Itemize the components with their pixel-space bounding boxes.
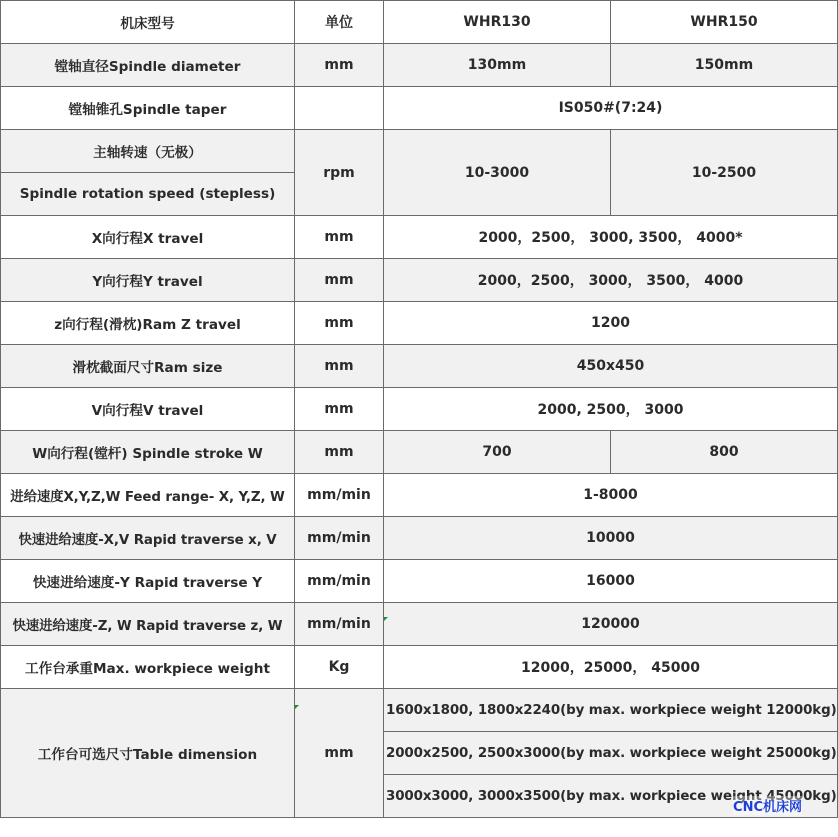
watermark: CNC机床网 [733, 796, 802, 815]
w-travel-whr130: 700 [384, 431, 611, 474]
w-travel-whr150: 800 [611, 431, 838, 474]
x-travel-label: X向行程X travel [1, 216, 295, 259]
spindle-diameter-unit: mm [295, 44, 384, 87]
spindle-speed-label-en: Spindle rotation speed (stepless) [1, 173, 295, 216]
spindle-speed-whr150: 10-2500 [611, 130, 838, 216]
x-travel-value: 2000，2500， 3000, 3500， 4000* [384, 216, 838, 259]
y-travel-value: 2000，2500， 3000， 3500， 4000 [384, 259, 838, 302]
rapid-zw-value: 120000 [384, 603, 838, 646]
x-travel-unit: mm [295, 216, 384, 259]
feed-range-value: 1-8000 [384, 474, 838, 517]
header-model-label: 机床型号 [1, 1, 295, 44]
max-weight-unit: Kg [295, 646, 384, 689]
spindle-diameter-whr130: 130mm [384, 44, 611, 87]
rapid-xv-label: 快速进给速度-X,V Rapid traverse x, V [1, 517, 295, 560]
rapid-y-value: 16000 [384, 560, 838, 603]
v-travel-value: 2000, 2500， 3000 [384, 388, 838, 431]
y-travel-unit: mm [295, 259, 384, 302]
row-max-weight [1, 646, 838, 689]
cell-marker [295, 705, 299, 709]
row-feed-range [1, 474, 838, 517]
row-rapid-xv [1, 517, 838, 560]
row-z-travel [1, 302, 838, 345]
max-weight-label: 工作台承重Max. workpiece weight [1, 646, 295, 689]
spindle-speed-label-cn: 主轴转速（无极） [1, 130, 295, 173]
spindle-taper-unit [295, 87, 384, 130]
rapid-zw-unit: mm/min [295, 603, 384, 646]
cell-marker [384, 617, 388, 621]
feed-range-label: 进给速度X,Y,Z,W Feed range- X, Y,Z, W [1, 474, 295, 517]
ram-size-value: 450x450 [384, 345, 838, 388]
row-x-travel [1, 216, 838, 259]
feed-range-unit: mm/min [295, 474, 384, 517]
spindle-speed-whr130: 10-3000 [384, 130, 611, 216]
table-dimension-label: 工作台可选尺寸Table dimension [1, 689, 295, 818]
v-travel-label: V向行程V travel [1, 388, 295, 431]
z-travel-unit: mm [295, 302, 384, 345]
header-row [1, 1, 838, 44]
z-travel-value: 1200 [384, 302, 838, 345]
y-travel-label: Y向行程Y travel [1, 259, 295, 302]
spindle-diameter-label: 镗轴直径Spindle diameter [1, 44, 295, 87]
spindle-diameter-whr150: 150mm [611, 44, 838, 87]
spindle-taper-label: 镗轴锥孔Spindle taper [1, 87, 295, 130]
row-rapid-zw [1, 603, 838, 646]
row-w-travel [1, 431, 838, 474]
row-spindle-diameter [1, 44, 838, 87]
rapid-zw-label: 快速进给速度-Z, W Rapid traverse z, W [1, 603, 295, 646]
rapid-y-label: 快速进给速度-Y Rapid traverse Y [1, 560, 295, 603]
rapid-y-unit: mm/min [295, 560, 384, 603]
z-travel-label: z向行程(滑枕)Ram Z travel [1, 302, 295, 345]
table-dimension-option: 2000x2500, 2500x3000(by max. workpiece weight 25000kg) [384, 732, 838, 775]
table-dimension-option: 3000x3000, 3000x3500(by max. workpiece weight 45000kg) [384, 775, 838, 818]
header-model-whr150: WHR150 [611, 1, 838, 44]
row-table-dimension-1 [1, 689, 838, 732]
header-model-whr130: WHR130 [384, 1, 611, 44]
row-ram-size [1, 345, 838, 388]
table-dimension-option: 1600x1800, 1800x2240(by max. workpiece weight 12000kg) [384, 689, 838, 732]
rapid-xv-unit: mm/min [295, 517, 384, 560]
v-travel-unit: mm [295, 388, 384, 431]
ram-size-unit: mm [295, 345, 384, 388]
rapid-xv-value: 10000 [384, 517, 838, 560]
row-y-travel [1, 259, 838, 302]
spindle-speed-unit: rpm [295, 130, 384, 216]
max-weight-value: 12000，25000， 45000 [384, 646, 838, 689]
row-rapid-y [1, 560, 838, 603]
w-travel-label: W向行程(镗杆) Spindle stroke W [1, 431, 295, 474]
row-spindle-taper [1, 87, 838, 130]
row-v-travel [1, 388, 838, 431]
ram-size-label: 滑枕截面尺寸Ram size [1, 345, 295, 388]
row-spindle-speed-cn [1, 130, 838, 173]
header-unit-label: 单位 [295, 1, 384, 44]
w-travel-unit: mm [295, 431, 384, 474]
spindle-taper-value: IS050#(7:24) [384, 87, 838, 130]
table-dimension-unit: mm [295, 689, 384, 818]
